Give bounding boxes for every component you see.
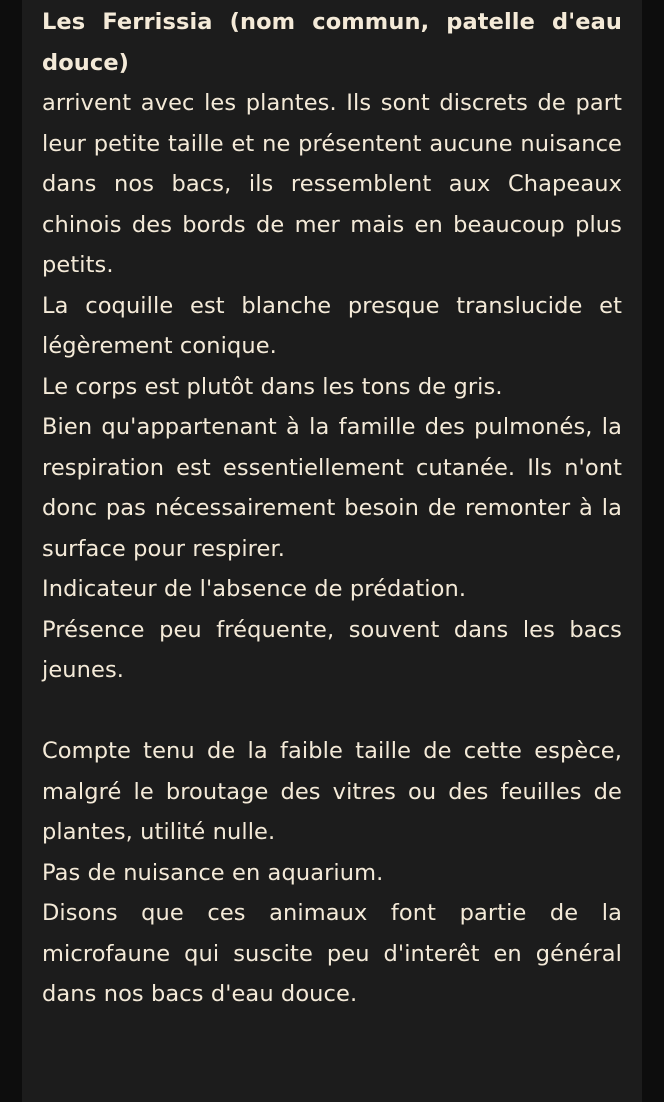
paragraph-body-color: Le corps est plutôt dans les tons de gris. <box>42 373 503 400</box>
paragraph-nuisance: Pas de nuisance en aquarium. <box>42 859 384 886</box>
article-title: Les Ferrissia (nom commun, patelle d'eau douce) <box>42 9 622 76</box>
paragraph-presence: Présence peu fréquente, souvent dans les bacs jeunes. <box>42 616 622 683</box>
paragraph-microfauna: Disons que ces animaux font partie de la microfaune qui suscite peu d'interêt en général dans nos bacs d'eau douce. <box>42 900 622 1007</box>
paragraph-indicator: Indicateur de l'absence de prédation. <box>42 576 467 602</box>
article-body <box>42 2 622 1015</box>
paragraph-utility: Compte tenu de la faible taille de cette espèce, malgré le broutage des vitres ou des feuilles de plantes, utilité nulle. <box>42 738 622 845</box>
paragraph-intro: arrivent avec les plantes. Ils sont discrets de part leur petite taille et ne présentent aucune nuisance dans nos bacs, ils ressemblent aux Chapeaux chinois des bords de mer mais en beaucoup plus petits. <box>42 90 622 278</box>
paragraph-shell: La coquille est blanche presque translucide et légèrement conique. <box>42 292 622 359</box>
paragraph-spacer <box>42 691 622 732</box>
paragraph-respiration: Bien qu'appartenant à la famille des pulmonés, la respiration est essentiellement cutanée. Ils n'ont donc pas nécessairement besoin de remonter à la surface pour respirer. <box>42 414 622 562</box>
